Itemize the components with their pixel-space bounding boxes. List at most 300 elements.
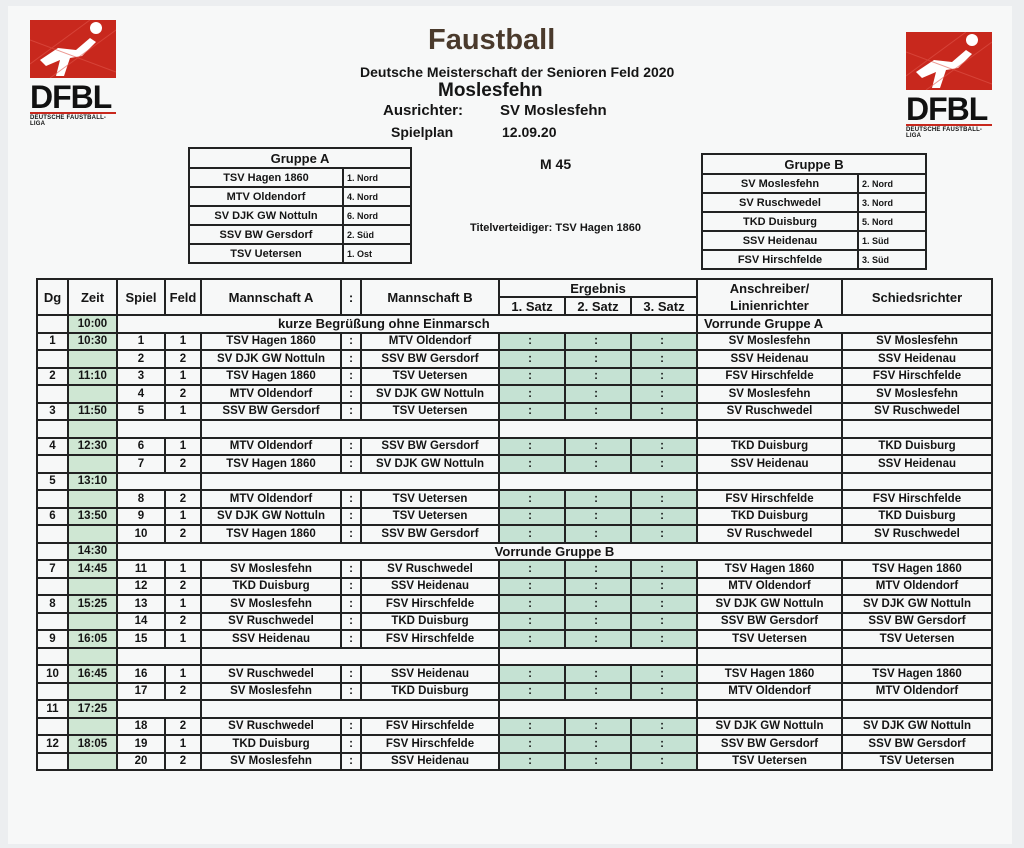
group-team-row: [189, 225, 411, 244]
cell-sep: :: [341, 403, 361, 421]
group-title: Gruppe B: [702, 154, 926, 174]
group-team: SV Moslesfehn: [702, 174, 858, 193]
score-input-right[interactable]: [532, 368, 565, 386]
cell-zeit: [68, 648, 117, 666]
schedule-sheet: [8, 6, 1012, 844]
cell-zeit: 12:30: [68, 438, 117, 456]
cell-team-a: MTV Oldendorf: [201, 490, 341, 508]
group-team: SV DJK GW Nottuln: [189, 206, 343, 225]
cell-anschreiber: SSV BW Gersdorf: [697, 613, 842, 631]
age-class: M 45: [540, 156, 572, 172]
score-input-left[interactable]: :: [499, 385, 532, 403]
logo-text: DFBL: [906, 91, 988, 127]
cell-dg: [37, 613, 68, 631]
cell-spiel: 6: [117, 438, 165, 456]
score-input-left[interactable]: :: [499, 595, 532, 613]
score-input-left[interactable]: :: [565, 403, 598, 421]
cell-sep: :: [341, 385, 361, 403]
score-input-left[interactable]: :: [499, 753, 532, 771]
score-input-left[interactable]: :: [565, 350, 598, 368]
score-input-left[interactable]: :: [631, 578, 664, 596]
cell-schiedsrichter: TSV Hagen 1860: [842, 560, 992, 578]
cell-feld: 1: [165, 630, 201, 648]
table-row: [37, 735, 992, 753]
cell-team-a: MTV Oldendorf: [201, 385, 341, 403]
cell-spiel: 14: [117, 613, 165, 631]
cell-zeit: 11:10: [68, 368, 117, 386]
cell-feld: 1: [165, 665, 201, 683]
page-title: Faustball: [428, 24, 556, 56]
cell-team-a: SV DJK GW Nottuln: [201, 508, 341, 526]
score-input-right[interactable]: [598, 735, 631, 753]
cell-sep: :: [341, 490, 361, 508]
col-satz-2: 2. Satz: [565, 297, 631, 315]
group-team-row: [189, 206, 411, 225]
score-input-right[interactable]: [664, 595, 697, 613]
score-input-left[interactable]: :: [499, 560, 532, 578]
col-team-a: Mannschaft A: [201, 279, 341, 315]
score-input-left[interactable]: :: [565, 368, 598, 386]
score-input-right[interactable]: [598, 683, 631, 701]
score-input-right[interactable]: [598, 525, 631, 543]
cell-dg: [37, 350, 68, 368]
score-input-left[interactable]: :: [499, 683, 532, 701]
score-input-right[interactable]: [532, 438, 565, 456]
score-input-left[interactable]: :: [565, 490, 598, 508]
titleholder: Titelverteidiger: TSV Hagen 1860: [470, 222, 641, 234]
cell-feld: 2: [165, 578, 201, 596]
cell-zeit: 10:30: [68, 333, 117, 351]
cell-sep: :: [341, 683, 361, 701]
cell-zeit: 11:50: [68, 403, 117, 421]
cell-dg: 1: [37, 333, 68, 351]
cell-dg: 8: [37, 595, 68, 613]
score-input-right[interactable]: [598, 753, 631, 771]
section-group-label: Vorrunde Gruppe A: [697, 315, 992, 333]
cell-dg: 7: [37, 560, 68, 578]
table-row: [37, 420, 992, 438]
cell-anschreiber: SSV BW Gersdorf: [697, 735, 842, 753]
score-input-right[interactable]: [598, 490, 631, 508]
cell-anschreiber: SV Ruschwedel: [697, 525, 842, 543]
score-input-right[interactable]: [664, 560, 697, 578]
score-input-left[interactable]: :: [499, 350, 532, 368]
score-input-left[interactable]: :: [499, 630, 532, 648]
group-team: TSV Uetersen: [189, 244, 343, 263]
cell-dg: [37, 525, 68, 543]
score-input-left[interactable]: :: [499, 438, 532, 456]
score-input-right[interactable]: [598, 403, 631, 421]
score-input-left[interactable]: :: [631, 438, 664, 456]
score-input-right[interactable]: [664, 385, 697, 403]
table-row: [37, 630, 992, 648]
score-input-left[interactable]: :: [565, 630, 598, 648]
score-input-left[interactable]: :: [565, 560, 598, 578]
cell-anschreiber: MTV Oldendorf: [697, 578, 842, 596]
cell-sep: :: [341, 455, 361, 473]
score-input-right[interactable]: [532, 683, 565, 701]
score-input-right[interactable]: [664, 438, 697, 456]
table-row: [37, 560, 992, 578]
score-input-left[interactable]: :: [499, 368, 532, 386]
score-input-left[interactable]: :: [499, 333, 532, 351]
cell-spiel: 4: [117, 385, 165, 403]
score-input-right[interactable]: [598, 350, 631, 368]
cell-anschreiber: SV Moslesfehn: [697, 385, 842, 403]
cell-team-b: FSV Hirschfelde: [361, 735, 499, 753]
cell-schiedsrichter: TKD Duisburg: [842, 508, 992, 526]
score-input-left[interactable]: :: [565, 718, 598, 736]
cell-feld: 2: [165, 613, 201, 631]
section-row: [37, 543, 992, 561]
cell-team-b: TSV Uetersen: [361, 403, 499, 421]
score-input-right[interactable]: [664, 735, 697, 753]
group-team-row: [189, 187, 411, 206]
table-row: [37, 455, 992, 473]
cell-feld: 1: [165, 438, 201, 456]
score-input-right[interactable]: [532, 385, 565, 403]
score-input-left[interactable]: :: [631, 718, 664, 736]
cell-team-b: SV DJK GW Nottuln: [361, 455, 499, 473]
table-row: [37, 648, 992, 666]
score-input-right[interactable]: [598, 368, 631, 386]
score-input-right[interactable]: [598, 385, 631, 403]
table-row: [37, 508, 992, 526]
score-input-left[interactable]: :: [499, 455, 532, 473]
cell-team-b: TKD Duisburg: [361, 613, 499, 631]
cell-anschreiber: TKD Duisburg: [697, 438, 842, 456]
group-team: TKD Duisburg: [702, 212, 858, 231]
cell-team-b: TSV Uetersen: [361, 490, 499, 508]
cell-team-b: TKD Duisburg: [361, 683, 499, 701]
cell-zeit: [68, 753, 117, 771]
host-label: Ausrichter:: [383, 102, 464, 119]
cell-team-a: TSV Hagen 1860: [201, 368, 341, 386]
score-input-right[interactable]: [664, 665, 697, 683]
score-input-right[interactable]: [598, 578, 631, 596]
cell-dg: [37, 490, 68, 508]
table-row: [37, 385, 992, 403]
col-zeit: Zeit: [68, 279, 117, 315]
cell-dg: [37, 543, 68, 561]
score-input-right[interactable]: [532, 560, 565, 578]
cell-anschreiber: TSV Hagen 1860: [697, 665, 842, 683]
score-input-right[interactable]: [598, 613, 631, 631]
score-input-left[interactable]: :: [631, 455, 664, 473]
cell-spiel: 20: [117, 753, 165, 771]
score-input-right[interactable]: [532, 578, 565, 596]
cell-feld: 2: [165, 753, 201, 771]
score-input-left[interactable]: :: [565, 438, 598, 456]
score-input-left[interactable]: :: [565, 455, 598, 473]
score-input-right[interactable]: [598, 455, 631, 473]
cell-feld: 1: [165, 595, 201, 613]
dfbl-logo-left: [30, 20, 122, 132]
cell-feld: 1: [165, 560, 201, 578]
score-input-right[interactable]: [664, 613, 697, 631]
cell-zeit: 14:45: [68, 560, 117, 578]
score-input-left[interactable]: :: [565, 735, 598, 753]
score-input-right[interactable]: [598, 508, 631, 526]
score-input-right[interactable]: [532, 630, 565, 648]
cell-zeit: [68, 420, 117, 438]
score-input-left[interactable]: :: [631, 613, 664, 631]
col-schiedsrichter: Schiedsrichter: [842, 279, 992, 315]
cell-feld: 2: [165, 385, 201, 403]
group-region: 1. Nord: [343, 168, 411, 187]
score-input-left[interactable]: :: [631, 385, 664, 403]
cell-zeit: [68, 455, 117, 473]
cell-sep: :: [341, 718, 361, 736]
cell-zeit: [68, 613, 117, 631]
score-input-right[interactable]: [532, 735, 565, 753]
cell-team-b: SSV BW Gersdorf: [361, 525, 499, 543]
table-row: [37, 525, 992, 543]
score-input-right[interactable]: [532, 508, 565, 526]
score-input-right[interactable]: [664, 578, 697, 596]
cell-team-a: TKD Duisburg: [201, 578, 341, 596]
cell-team-a: SV DJK GW Nottuln: [201, 350, 341, 368]
cell-spiel: 2: [117, 350, 165, 368]
cell-team-a: SV Ruschwedel: [201, 718, 341, 736]
cell-spiel: 16: [117, 665, 165, 683]
cell-zeit: 16:05: [68, 630, 117, 648]
score-input-right[interactable]: [664, 333, 697, 351]
cell-spiel: 17: [117, 683, 165, 701]
cell-schiedsrichter: SSV Heidenau: [842, 455, 992, 473]
table-row: [37, 718, 992, 736]
cell-team-a: SV Ruschwedel: [201, 613, 341, 631]
score-input-right[interactable]: [664, 683, 697, 701]
cell-spiel: 18: [117, 718, 165, 736]
score-input-right[interactable]: [664, 368, 697, 386]
cell-dg: [37, 455, 68, 473]
score-input-left[interactable]: :: [631, 560, 664, 578]
cell-team-b: FSV Hirschfelde: [361, 595, 499, 613]
cell-team-a: SV Moslesfehn: [201, 560, 341, 578]
cell-feld: 2: [165, 683, 201, 701]
score-input-left[interactable]: :: [631, 333, 664, 351]
cell-sep: :: [341, 578, 361, 596]
cell-anschreiber: SV Ruschwedel: [697, 403, 842, 421]
cell-sep: :: [341, 560, 361, 578]
score-input-right[interactable]: [532, 403, 565, 421]
score-input-right[interactable]: [532, 455, 565, 473]
score-input-left[interactable]: :: [499, 665, 532, 683]
cell-schiedsrichter: SSV BW Gersdorf: [842, 735, 992, 753]
cell-spiel: 19: [117, 735, 165, 753]
cell-team-b: FSV Hirschfelde: [361, 630, 499, 648]
score-input-left[interactable]: :: [499, 525, 532, 543]
cell-schiedsrichter: TSV Hagen 1860: [842, 665, 992, 683]
score-input-left[interactable]: :: [631, 683, 664, 701]
score-input-right[interactable]: [598, 560, 631, 578]
cell-zeit: [68, 385, 117, 403]
score-input-left[interactable]: :: [565, 595, 598, 613]
score-input-left[interactable]: :: [565, 385, 598, 403]
score-input-left[interactable]: :: [499, 403, 532, 421]
cell-zeit: 17:25: [68, 700, 117, 718]
score-input-left[interactable]: :: [499, 508, 532, 526]
cell-dg: [37, 683, 68, 701]
col-spiel: Spiel: [117, 279, 165, 315]
handball-player-icon: [906, 32, 992, 90]
score-input-right[interactable]: [664, 490, 697, 508]
group-team-row: [702, 193, 926, 212]
cell-team-b: SSV Heidenau: [361, 665, 499, 683]
logo-subtitle: DEUTSCHE FAUSTBALL-LIGA: [30, 112, 116, 127]
cell-zeit: 14:30: [68, 543, 117, 561]
table-row: [37, 595, 992, 613]
cell-team-a: SSV Heidenau: [201, 630, 341, 648]
cell-feld: 2: [165, 718, 201, 736]
cell-sep: :: [341, 333, 361, 351]
cell-schiedsrichter: TSV Uetersen: [842, 630, 992, 648]
group-team: SV Ruschwedel: [702, 193, 858, 212]
score-input-right[interactable]: [532, 350, 565, 368]
score-input-right[interactable]: [532, 490, 565, 508]
score-input-left[interactable]: :: [631, 403, 664, 421]
cell-team-b: SSV BW Gersdorf: [361, 350, 499, 368]
cell-spiel: 3: [117, 368, 165, 386]
cell-dg: 6: [37, 508, 68, 526]
score-input-right[interactable]: [598, 718, 631, 736]
score-input-right[interactable]: [598, 665, 631, 683]
score-input-right[interactable]: [664, 753, 697, 771]
event-name: Deutsche Meisterschaft der Senioren Feld 2020: [360, 64, 675, 80]
score-input-right[interactable]: [532, 613, 565, 631]
score-input-right[interactable]: [598, 630, 631, 648]
score-input-left[interactable]: :: [565, 525, 598, 543]
score-input-left[interactable]: :: [565, 753, 598, 771]
section-group-label: Vorrunde Gruppe B: [117, 543, 992, 561]
cell-zeit: [68, 578, 117, 596]
group-team: TSV Hagen 1860: [189, 168, 343, 187]
score-input-left[interactable]: :: [631, 350, 664, 368]
group-region: 3. Süd: [858, 250, 926, 269]
score-input-left[interactable]: :: [631, 753, 664, 771]
cell-feld: 2: [165, 350, 201, 368]
cell-anschreiber: MTV Oldendorf: [697, 683, 842, 701]
cell-team-a: SV Moslesfehn: [201, 595, 341, 613]
table-row: [37, 700, 992, 718]
score-input-left[interactable]: :: [631, 735, 664, 753]
score-input-left[interactable]: :: [631, 368, 664, 386]
score-input-left[interactable]: :: [631, 490, 664, 508]
score-input-left[interactable]: :: [499, 578, 532, 596]
cell-schiedsrichter: FSV Hirschfelde: [842, 368, 992, 386]
score-input-left[interactable]: :: [565, 508, 598, 526]
cell-team-b: SV DJK GW Nottuln: [361, 385, 499, 403]
score-input-left[interactable]: :: [565, 333, 598, 351]
group-region: 2. Nord: [858, 174, 926, 193]
score-input-left[interactable]: :: [499, 735, 532, 753]
score-input-right[interactable]: [664, 508, 697, 526]
cell-team-a: SV Ruschwedel: [201, 665, 341, 683]
table-row: [37, 613, 992, 631]
score-input-left[interactable]: :: [499, 718, 532, 736]
score-input-right[interactable]: [532, 718, 565, 736]
cell-zeit: 10:00: [68, 315, 117, 333]
cell-team-a: SSV BW Gersdorf: [201, 403, 341, 421]
cell-spiel: 9: [117, 508, 165, 526]
cell-team-b: FSV Hirschfelde: [361, 718, 499, 736]
cell-schiedsrichter: TSV Uetersen: [842, 753, 992, 771]
score-input-right[interactable]: [532, 753, 565, 771]
cell-team-a: TSV Hagen 1860: [201, 525, 341, 543]
score-input-left[interactable]: :: [631, 525, 664, 543]
cell-schiedsrichter: SSV Heidenau: [842, 350, 992, 368]
score-input-right[interactable]: [664, 718, 697, 736]
table-row: [37, 473, 992, 491]
score-input-right[interactable]: [664, 455, 697, 473]
score-input-right[interactable]: [664, 403, 697, 421]
col-ergebnis: Ergebnis: [499, 279, 697, 297]
table-row: [37, 350, 992, 368]
score-input-right[interactable]: [664, 350, 697, 368]
cell-zeit: 13:50: [68, 508, 117, 526]
cell-feld: 1: [165, 508, 201, 526]
cell-team-a: TSV Hagen 1860: [201, 455, 341, 473]
cell-dg: 10: [37, 665, 68, 683]
score-input-left[interactable]: :: [499, 613, 532, 631]
score-input-right[interactable]: [664, 525, 697, 543]
cell-zeit: [68, 718, 117, 736]
score-input-left[interactable]: :: [631, 630, 664, 648]
score-input-left[interactable]: :: [565, 683, 598, 701]
cell-schiedsrichter: SSV BW Gersdorf: [842, 613, 992, 631]
cell-zeit: 16:45: [68, 665, 117, 683]
group-team: SSV Heidenau: [702, 231, 858, 250]
cell-dg: 3: [37, 403, 68, 421]
score-input-left[interactable]: :: [565, 665, 598, 683]
score-input-right[interactable]: [532, 595, 565, 613]
cell-anschreiber: TKD Duisburg: [697, 508, 842, 526]
cell-spiel: 8: [117, 490, 165, 508]
score-input-right[interactable]: [532, 665, 565, 683]
group-region: 3. Nord: [858, 193, 926, 212]
section-row: [37, 315, 992, 333]
score-input-left[interactable]: :: [499, 490, 532, 508]
score-input-left[interactable]: :: [631, 508, 664, 526]
cell-team-a: SV Moslesfehn: [201, 753, 341, 771]
cell-sep: :: [341, 630, 361, 648]
cell-team-a: TSV Hagen 1860: [201, 333, 341, 351]
score-input-right[interactable]: [664, 630, 697, 648]
cell-zeit: 18:05: [68, 735, 117, 753]
cell-dg: [37, 718, 68, 736]
group-team-row: [702, 231, 926, 250]
cell-anschreiber: SSV Heidenau: [697, 455, 842, 473]
group-team: SSV BW Gersdorf: [189, 225, 343, 244]
table-row: [37, 490, 992, 508]
score-input-left[interactable]: :: [565, 578, 598, 596]
score-input-left[interactable]: :: [631, 665, 664, 683]
score-input-left[interactable]: :: [631, 595, 664, 613]
score-input-left[interactable]: :: [565, 613, 598, 631]
score-input-right[interactable]: [532, 333, 565, 351]
score-input-right[interactable]: [532, 525, 565, 543]
logo-subtitle: DEUTSCHE FAUSTBALL-LIGA: [906, 124, 992, 139]
cell-dg: [37, 648, 68, 666]
score-input-right[interactable]: [598, 333, 631, 351]
group-a-table: [188, 147, 412, 264]
score-input-right[interactable]: [598, 595, 631, 613]
score-input-right[interactable]: [598, 438, 631, 456]
cell-team-b: SSV BW Gersdorf: [361, 438, 499, 456]
cell-dg: 5: [37, 473, 68, 491]
group-title: Gruppe A: [189, 148, 411, 168]
